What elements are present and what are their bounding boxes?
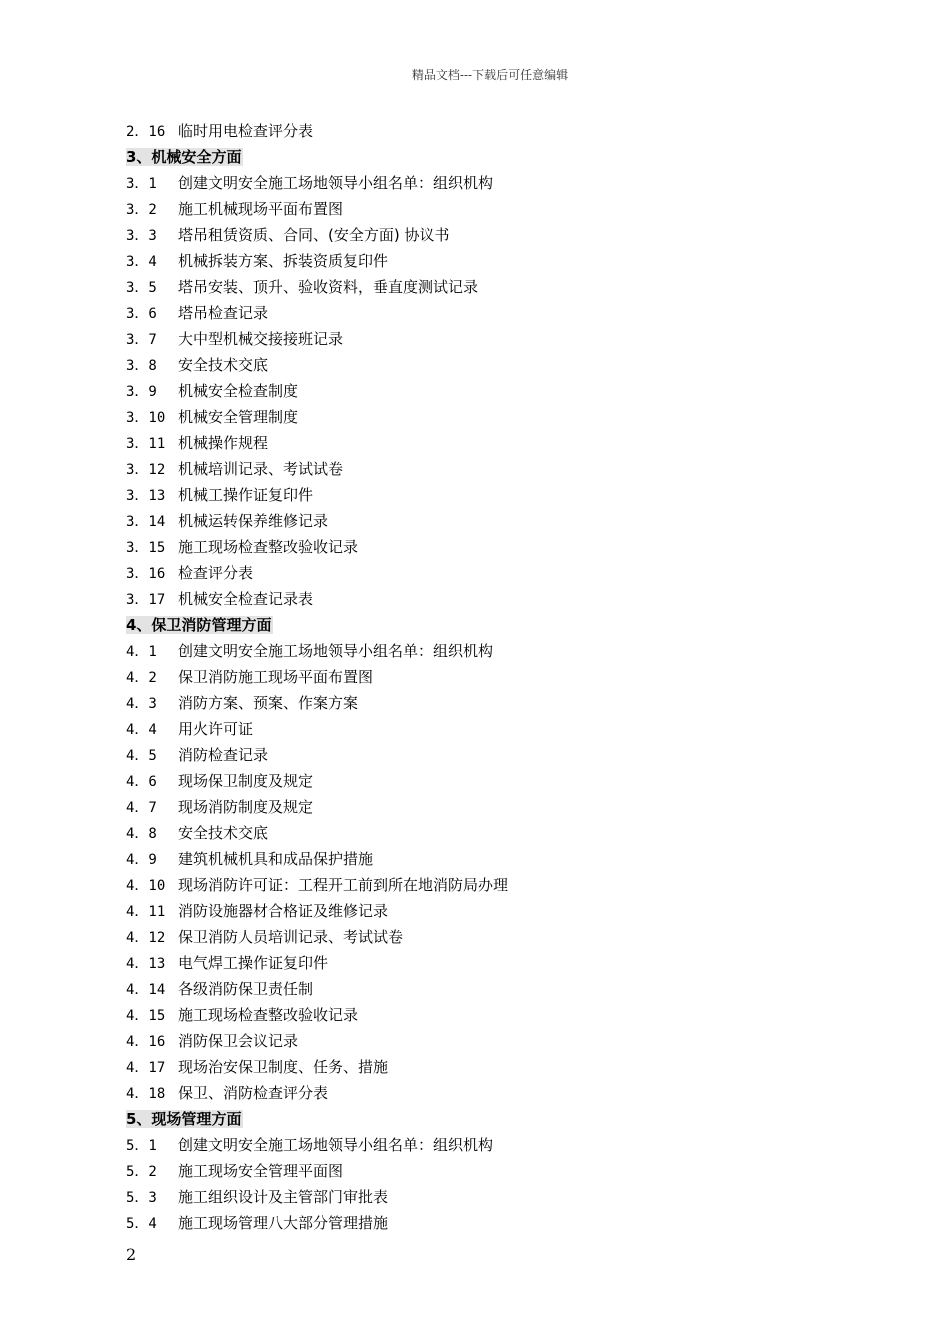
section-heading (126, 144, 826, 170)
item-text: 机械操作规程 (178, 434, 269, 452)
item-text: 塔吊租赁资质、合同、(安全方面) 协议书 (178, 226, 450, 244)
list-item (126, 300, 826, 326)
item-number: 4．5 (126, 748, 157, 764)
item-text: 施工现场管理八大部分管理措施 (178, 1214, 389, 1232)
list-item (126, 1080, 826, 1106)
item-text: 创建文明安全施工场地领导小组名单：组织机构 (178, 174, 494, 192)
item-number: 3．2 (126, 202, 157, 218)
item-text: 塔吊安装、顶升、验收资料，垂直度测试记录 (178, 278, 479, 296)
list-item (126, 1210, 826, 1236)
item-number: 5．2 (126, 1164, 157, 1180)
item-number: 4．4 (126, 722, 157, 738)
list-item (126, 248, 826, 274)
item-text: 机械拆装方案、拆装资质复印件 (178, 252, 389, 270)
list-item (126, 560, 826, 586)
item-text: 机械工操作证复印件 (178, 486, 314, 504)
list-item (126, 742, 826, 768)
item-text: 大中型机械交接接班记录 (178, 330, 344, 348)
list-item (126, 170, 826, 196)
item-text: 创建文明安全施工场地领导小组名单：组织机构 (178, 1136, 494, 1154)
item-number: 3．14 (126, 514, 166, 530)
item-text: 保卫消防人员培训记录、考试试卷 (178, 928, 404, 946)
item-number: 4．9 (126, 852, 157, 868)
item-number: 5．4 (126, 1216, 157, 1232)
list-item (126, 534, 826, 560)
item-text: 施工现场安全管理平面图 (178, 1162, 344, 1180)
item-text: 机械安全检查记录表 (178, 590, 314, 608)
item-number: 4．16 (126, 1034, 166, 1050)
item-number: 3．15 (126, 540, 166, 556)
item-number: 3．10 (126, 410, 166, 426)
item-number: 3．4 (126, 254, 157, 270)
item-text: 现场保卫制度及规定 (178, 772, 314, 790)
list-item (126, 872, 826, 898)
list-item (126, 638, 826, 664)
item-text: 消防保卫会议记录 (178, 1032, 299, 1050)
checklist (126, 118, 826, 1236)
page-number: 2 (126, 1245, 137, 1264)
item-number: 4．10 (126, 878, 166, 894)
item-number: 3．8 (126, 358, 157, 374)
item-text: 现场消防许可证：工程开工前到所在地消防局办理 (178, 876, 509, 894)
list-item (126, 794, 826, 820)
list-item (126, 924, 826, 950)
item-number: 5．1 (126, 1138, 157, 1154)
list-item (126, 118, 826, 144)
item-text: 消防设施器材合格证及维修记录 (178, 902, 389, 920)
item-text: 电气焊工操作证复印件 (178, 954, 329, 972)
item-number: 5．3 (126, 1190, 157, 1206)
list-item (126, 456, 826, 482)
list-item (126, 768, 826, 794)
section-heading-text: 4、保卫消防管理方面 (126, 616, 272, 634)
item-number: 3．3 (126, 228, 157, 244)
item-number: 2．16 (126, 124, 166, 140)
list-item (126, 352, 826, 378)
item-text: 消防方案、预案、作案方案 (178, 694, 359, 712)
list-item (126, 1184, 826, 1210)
list-item (126, 950, 826, 976)
section-heading (126, 1106, 826, 1132)
item-number: 3．13 (126, 488, 166, 504)
item-text: 检查评分表 (178, 564, 254, 582)
item-number: 4．8 (126, 826, 157, 842)
item-text: 安全技术交底 (178, 824, 269, 842)
item-text: 各级消防保卫责任制 (178, 980, 314, 998)
list-item (126, 1132, 826, 1158)
item-number: 3．11 (126, 436, 166, 452)
list-item (126, 1028, 826, 1054)
list-item (126, 196, 826, 222)
item-text: 用火许可证 (178, 720, 254, 738)
item-number: 4．6 (126, 774, 157, 790)
item-text: 机械安全管理制度 (178, 408, 299, 426)
item-text: 施工现场检查整改验收记录 (178, 538, 359, 556)
list-item (126, 508, 826, 534)
item-text: 安全技术交底 (178, 356, 269, 374)
item-number: 3．17 (126, 592, 166, 608)
item-number: 4．14 (126, 982, 166, 998)
list-item (126, 404, 826, 430)
item-text: 现场治安保卫制度、任务、措施 (178, 1058, 389, 1076)
item-text: 机械培训记录、考试试卷 (178, 460, 344, 478)
section-heading-text: 5、现场管理方面 (126, 1110, 242, 1128)
list-item (126, 1054, 826, 1080)
item-number: 4．18 (126, 1086, 166, 1102)
list-item (126, 1002, 826, 1028)
item-text: 机械运转保养维修记录 (178, 512, 329, 530)
item-number: 4．11 (126, 904, 166, 920)
list-item (126, 976, 826, 1002)
list-item (126, 482, 826, 508)
item-number: 3．6 (126, 306, 157, 322)
item-number: 3．9 (126, 384, 157, 400)
item-text: 消防检查记录 (178, 746, 269, 764)
list-item (126, 898, 826, 924)
list-item (126, 378, 826, 404)
item-text: 建筑机械机具和成品保护措施 (178, 850, 374, 868)
item-text: 施工组织设计及主管部门审批表 (178, 1188, 389, 1206)
item-text: 塔吊检查记录 (178, 304, 269, 322)
item-text: 创建文明安全施工场地领导小组名单：组织机构 (178, 642, 494, 660)
list-item (126, 430, 826, 456)
item-number: 4．12 (126, 930, 166, 946)
item-number: 4．17 (126, 1060, 166, 1076)
list-item (126, 326, 826, 352)
list-item (126, 690, 826, 716)
item-text: 现场消防制度及规定 (178, 798, 314, 816)
list-item (126, 1158, 826, 1184)
item-number: 3．7 (126, 332, 157, 348)
item-number: 4．1 (126, 644, 157, 660)
list-item (126, 664, 826, 690)
list-item (126, 586, 826, 612)
item-number: 4．15 (126, 1008, 166, 1024)
list-item (126, 716, 826, 742)
item-text: 保卫、消防检查评分表 (178, 1084, 329, 1102)
item-number: 3．1 (126, 176, 157, 192)
item-number: 4．13 (126, 956, 166, 972)
item-text: 机械安全检查制度 (178, 382, 299, 400)
item-text: 临时用电检查评分表 (178, 122, 314, 140)
page-header: 精品文档---下载后可任意编辑 (411, 68, 569, 82)
item-text: 施工机械现场平面布置图 (178, 200, 344, 218)
item-number: 3．12 (126, 462, 166, 478)
list-item (126, 846, 826, 872)
item-number: 3．16 (126, 566, 166, 582)
item-number: 3．5 (126, 280, 157, 296)
section-heading-text: 3、机械安全方面 (126, 148, 242, 166)
list-item (126, 222, 826, 248)
section-heading (126, 612, 826, 638)
list-item (126, 274, 826, 300)
item-text: 保卫消防施工现场平面布置图 (178, 668, 374, 686)
item-text: 施工现场检查整改验收记录 (178, 1006, 359, 1024)
item-number: 4．3 (126, 696, 157, 712)
item-number: 4．2 (126, 670, 157, 686)
list-item (126, 820, 826, 846)
item-number: 4．7 (126, 800, 157, 816)
